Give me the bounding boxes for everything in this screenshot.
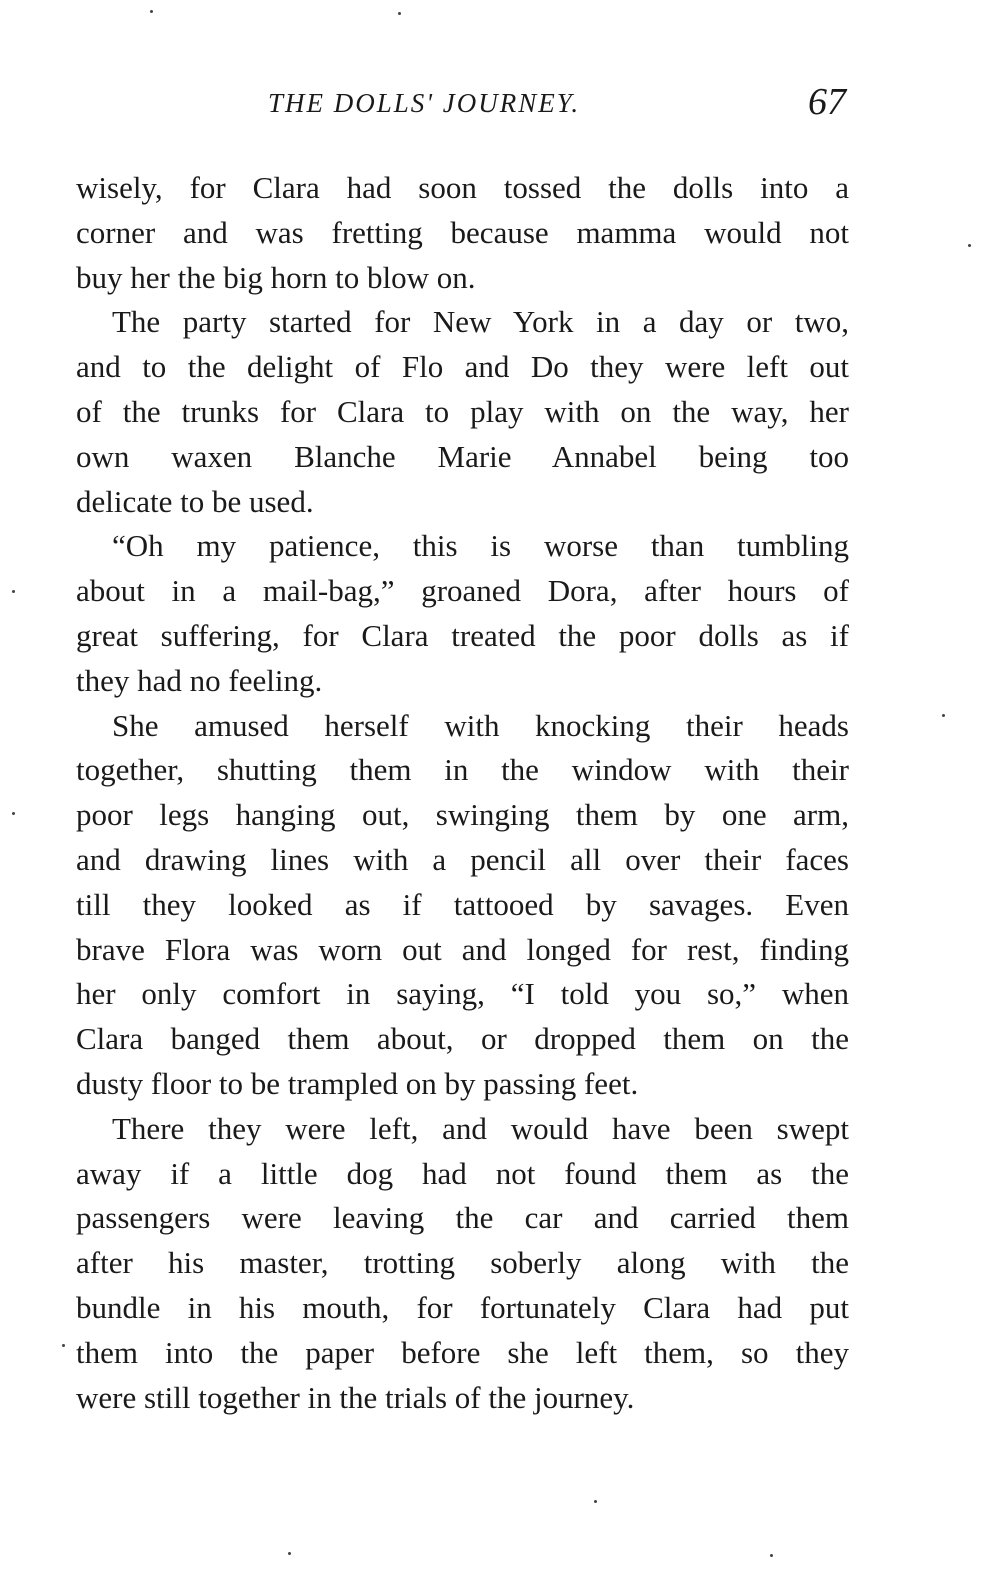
- text-line: corner and was fretting because mamma would not: [76, 214, 849, 250]
- text-line: passengers were leaving the car and carried them: [76, 1200, 849, 1236]
- text-line: about in a mail-bag,” groaned Dora, after hours of: [76, 573, 849, 609]
- scan-speck: [594, 1500, 597, 1503]
- scan-speck: [150, 10, 153, 13]
- running-title: THE DOLLS' JOURNEY.: [268, 88, 581, 118]
- scan-speck: [288, 1552, 291, 1555]
- text-line: them into the paper before she left them, so they: [76, 1334, 849, 1370]
- text-line: “Oh my patience, this is worse than tumbling: [112, 528, 849, 564]
- text-line: own waxen Blanche Marie Annabel being too: [76, 438, 849, 474]
- text-line: were still together in the trials of the journey.: [76, 1379, 635, 1415]
- text-line: till they looked as if tattooed by savages. Even: [76, 886, 849, 922]
- text-line: brave Flora was worn out and longed for rest, finding: [76, 931, 849, 967]
- text-line: buy her the big horn to blow on.: [76, 259, 476, 295]
- page-number: 67: [808, 81, 846, 123]
- text-line: and drawing lines with a pencil all over their faces: [76, 841, 849, 877]
- text-line: wisely, for Clara had soon tossed the dolls into a: [76, 170, 849, 205]
- text-line: and to the delight of Flo and Do they were left out: [76, 349, 849, 385]
- text-line: her only comfort in saying, “I told you so,” when: [76, 976, 849, 1012]
- scan-speck: [942, 714, 945, 717]
- text-line: after his master, trotting soberly along with the: [76, 1245, 849, 1281]
- text-line: poor legs hanging out, swinging them by one arm,: [76, 797, 849, 833]
- text-line: together, shutting them in the window with their: [76, 752, 849, 788]
- text-line: There they were left, and would have been swept: [112, 1110, 849, 1146]
- text-line: She amused herself with knocking their heads: [112, 707, 849, 743]
- text-line: delicate to be used.: [76, 483, 314, 519]
- text-line: The party started for New York in a day or two,: [112, 304, 849, 340]
- body-text: [76, 166, 849, 1420]
- text-line: bundle in his mouth, for fortunately Clara had put: [76, 1289, 849, 1325]
- text-line: they had no feeling.: [76, 662, 323, 698]
- text-line: great suffering, for Clara treated the poor dolls as if: [76, 617, 849, 653]
- text-line: of the trunks for Clara to play with on the way, her: [76, 393, 849, 429]
- text-line: away if a little dog had not found them as the: [76, 1155, 849, 1191]
- scan-speck: [770, 1554, 773, 1557]
- text-line: Clara banged them about, or dropped them on the: [76, 1021, 849, 1057]
- scan-speck: [968, 244, 971, 247]
- scan-speck: [62, 1344, 65, 1347]
- text-line: dusty floor to be trampled on by passing feet.: [76, 1065, 639, 1101]
- scan-speck: [12, 812, 15, 815]
- scan-speck: [12, 590, 15, 593]
- scan-speck: [398, 12, 401, 15]
